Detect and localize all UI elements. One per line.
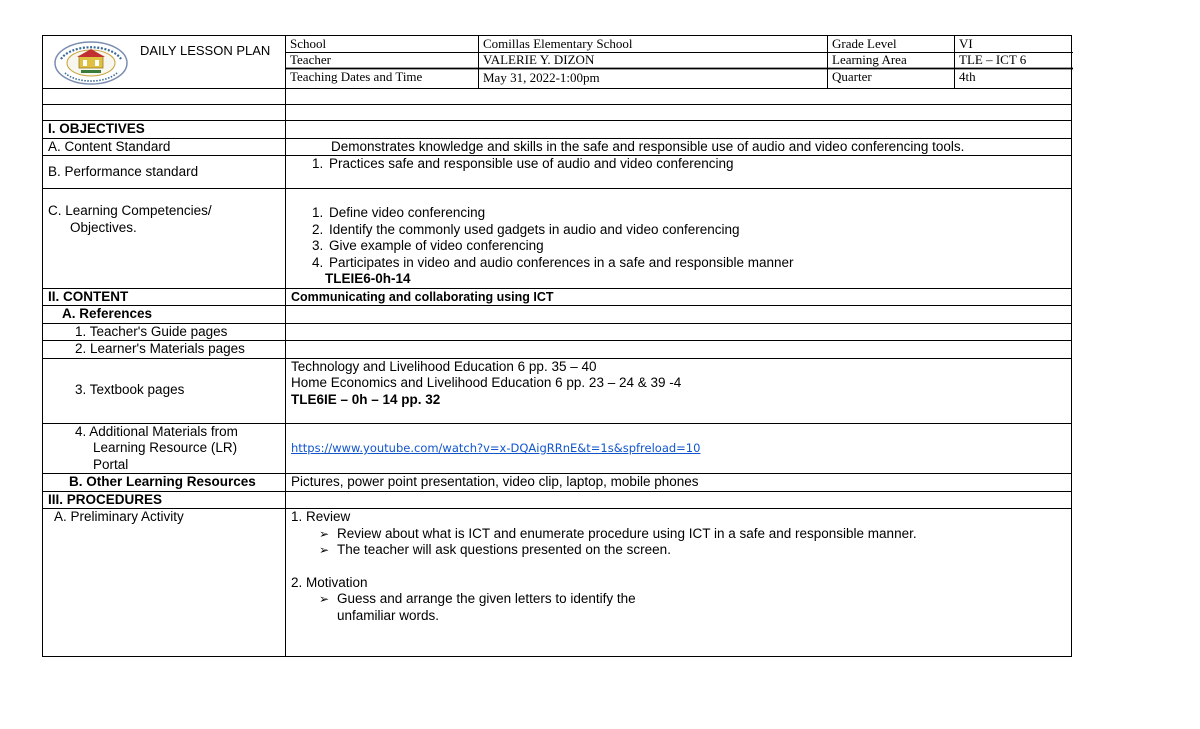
additional-materials-label-cont: Learning Resource (LR) — [93, 440, 238, 455]
motivation-item: ➢ Guess and arrange the given letters to identify the — [291, 591, 1071, 608]
competencies-row — [43, 189, 1072, 289]
daily-lesson-plan-title: DAILY LESSON PLAN — [140, 43, 271, 58]
textbook-label: 3. Textbook pages — [43, 358, 286, 423]
objectives-heading-row — [43, 121, 1072, 139]
textbook-code: TLE6IE – 0h – 14 pp. 32 — [291, 391, 441, 407]
learners-materials-row — [43, 341, 1072, 359]
competency-item: 4. Participates in video and audio conferences in a safe and responsible manner — [327, 255, 1071, 272]
motivation-item-cont: unfamiliar words. — [337, 607, 440, 623]
motivation-list — [291, 591, 1071, 608]
teaching-dates-value: May 31, 2022-1:00pm — [483, 70, 600, 85]
content-row — [43, 288, 1072, 306]
learning-area-label: Learning Area — [832, 52, 907, 67]
textbook-row — [43, 358, 1072, 423]
school-seal-logo — [53, 40, 129, 86]
competencies-list — [291, 205, 1071, 271]
review-label: 1. Review — [291, 509, 351, 524]
procedures-heading: III. PROCEDURES — [43, 491, 286, 509]
school-value: Comillas Elementary School — [483, 36, 633, 51]
lesson-plan-table — [42, 88, 1072, 657]
textbook-line: Technology and Livelihood Education 6 pp. 35 – 40 — [291, 358, 597, 374]
other-resources-value: Pictures, power point presentation, video clip, laptop, mobile phones — [286, 474, 1072, 492]
preliminary-activity-row — [43, 509, 1072, 657]
motivation-label: 2. Motivation — [291, 574, 368, 590]
procedures-heading-row — [43, 491, 1072, 509]
additional-materials-label: 4. Additional Materials from — [75, 423, 238, 439]
textbook-line: Home Economics and Livelihood Education 6 pp. 23 – 24 & 39 -4 — [291, 375, 682, 390]
additional-materials-row — [43, 423, 1072, 474]
content-standard-value: Demonstrates knowledge and skills in the safe and responsible use of audio and video conferencing tools. — [286, 138, 1072, 156]
references-row — [43, 306, 1072, 324]
review-item: ➢ The teacher will ask questions presented on the screen. — [291, 542, 1071, 559]
youtube-resource-link[interactable]: https://www.youtube.com/watch?v=x-DQAigRRnE&t=1s&spfreload=10 — [291, 441, 701, 455]
content-standard-row — [43, 138, 1072, 156]
competency-item: 2. Identify the commonly used gadgets in audio and video conferencing — [327, 222, 1071, 239]
review-list — [291, 526, 1071, 559]
teachers-guide-row — [43, 323, 1072, 341]
performance-standard-label: B. Performance standard — [43, 156, 286, 189]
review-item: ➢ Review about what is ICT and enumerate procedure using ICT in a safe and responsible manner. — [291, 526, 1071, 543]
performance-standard-row — [43, 156, 1072, 189]
competency-item: 3. Give example of video conferencing — [327, 238, 1071, 255]
learners-materials-label: 2. Learner's Materials pages — [43, 341, 286, 359]
blank-row — [43, 105, 1072, 121]
other-resources-row — [43, 474, 1072, 492]
quarter-label: Quarter — [832, 69, 872, 84]
quarter-value: 4th — [959, 69, 976, 84]
lesson-plan-sheet — [42, 35, 1072, 657]
school-label: School — [290, 36, 327, 51]
grade-level-label: Grade Level — [832, 36, 897, 51]
content-standard-label: A. Content Standard — [43, 138, 286, 156]
blank-row — [43, 89, 1072, 105]
preliminary-activity-label: A. Preliminary Activity — [43, 509, 286, 657]
content-heading: II. CONTENT — [43, 288, 286, 306]
competency-code: TLEIE6-0h-14 — [325, 271, 411, 286]
header-section — [42, 35, 1072, 88]
teaching-dates-label: Teaching Dates and Time — [290, 69, 423, 84]
teacher-value: VALERIE Y. DIZON — [483, 52, 595, 67]
teachers-guide-label: 1. Teacher's Guide pages — [43, 323, 286, 341]
competencies-label-cont: Objectives. — [70, 219, 137, 235]
performance-standard-item: 1. Practices safe and responsible use of audio and video conferencing — [327, 156, 1071, 173]
teacher-label: Teacher — [290, 52, 331, 67]
header-grid-lines — [285, 36, 1073, 88]
header-title-cell — [43, 36, 286, 88]
references-label: A. References — [43, 306, 286, 324]
additional-materials-label-cont: Portal — [93, 456, 129, 472]
other-resources-label: B. Other Learning Resources — [43, 474, 286, 492]
competency-item: 1. Define video conferencing — [327, 205, 1071, 222]
content-value: Communicating and collaborating using ICT — [286, 288, 1072, 306]
grade-level-value: VI — [959, 36, 973, 51]
objectives-heading: I. OBJECTIVES — [43, 121, 286, 139]
learning-area-value: TLE – ICT 6 — [959, 52, 1027, 67]
competencies-label: C. Learning Competencies/ — [48, 203, 212, 218]
